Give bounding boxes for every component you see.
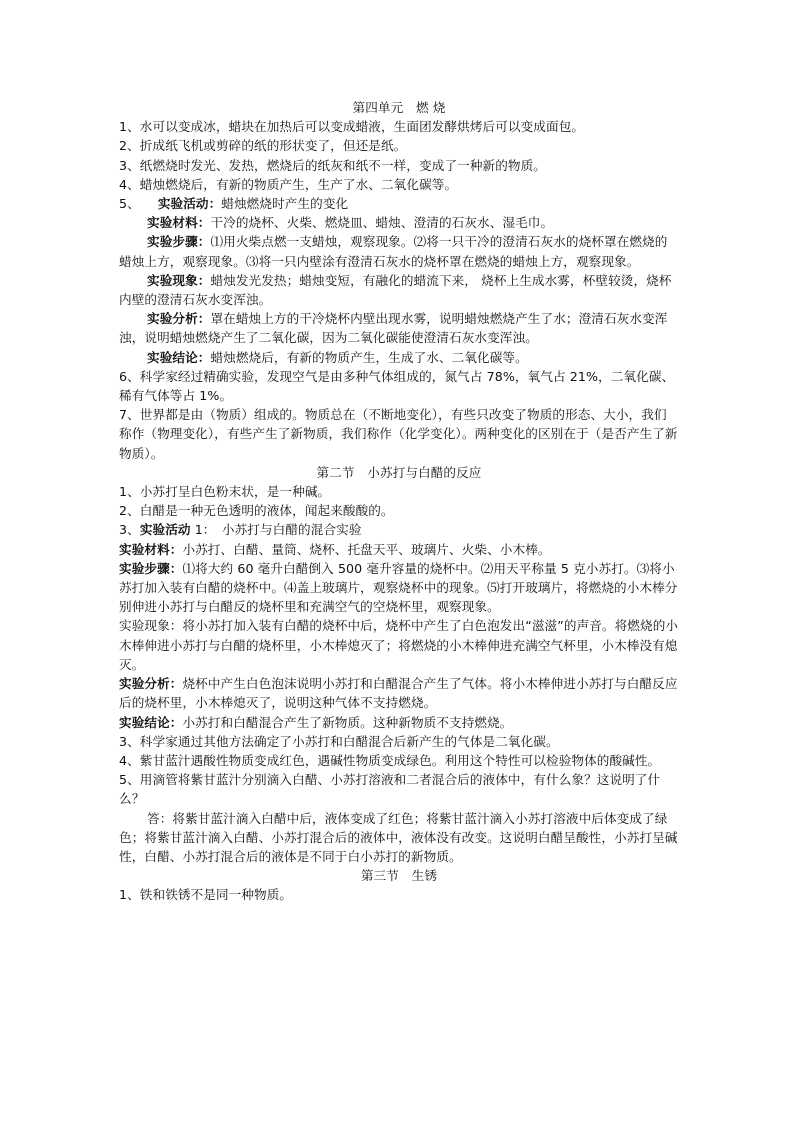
experiment-conclusion	[119, 713, 679, 732]
experiment-analysis	[119, 309, 679, 347]
analysis-text: 烧杯中产生白色泡沫说明小苏打和白醋混合产生了气体。将小木棒伸进小苏打与白醋反应后的烧杯里，小木棒熄灭了，说明这种气体不支持燃烧。	[119, 676, 678, 711]
experiment-phenomena	[119, 271, 679, 309]
phenomena-label: 实验现象：	[147, 272, 211, 288]
activity-text: 蜡烛燃烧时产生的变化	[221, 196, 349, 212]
conclusion-label: 实验结论：	[119, 714, 183, 730]
materials-text: 干冷的烧杯、火柴、燃烧皿、蜡烛、澄清的石灰水、湿毛巾。	[210, 215, 554, 231]
list-item: 3、科学家通过其他方法确定了小苏打和白醋混合后新产生的气体是二氧化碳。	[119, 733, 559, 749]
materials-text: 小苏打、白醋、量筒、烧杯、托盘天平、玻璃片、火柴、小木棒。	[182, 541, 551, 557]
activity-label: 实验活动：	[157, 196, 222, 212]
section-title: 第三节 生锈	[360, 868, 438, 884]
materials-label: 实验材料：	[147, 215, 211, 231]
list-item: 5、用滴管将紫甘蓝汁分别滴入白醋、小苏打溶液和二者混合后的液体中，有什么象？这说明了什么？	[119, 772, 661, 807]
experiment-phenomena: 实验现象：将小苏打加入装有白醋的烧杯中后，烧杯中产生了白色泡发出“滋滋”的声音。将燃烧的小木棒伸进小苏打与白醋的烧杯里，小木棒熄灭了；将燃烧的小木棒伸进充满空气杯里，小木棒没有熄灭。	[119, 618, 679, 672]
list-item: 2、白醋是一种无色透明的液体，闻起来酸酸的。	[119, 503, 394, 519]
list-item: 3、纸燃烧时发光、发热，燃烧后的纸灰和纸不一样，变成了一种新的物质。	[119, 157, 547, 173]
list-item: 1、小苏打呈白色粉末状，是一种碱。	[119, 484, 331, 500]
document-page	[119, 98, 679, 905]
experiment-activity	[119, 520, 679, 539]
conclusion-text: 小苏打和白醋混合产生了新物质。这种新物质不支持燃烧。	[182, 714, 513, 730]
experiment-materials	[119, 540, 679, 559]
steps-label: 实验步骤：	[119, 560, 183, 576]
steps-label: 实验步骤：	[147, 234, 211, 250]
analysis-label: 实验分析：	[147, 311, 211, 327]
phenomena-text: 蜡烛发光发热；蜡烛变短，有融化的蜡流下来， 烧杯上生成水雾，杯壁较烫，烧杯内壁的澄清石灰水变浑浊。	[119, 272, 672, 308]
analysis-text: 罩在蜡烛上方的干冷烧杯内壁出现水雾，说明蜡烛燃烧产生了水；澄清石灰水变浑浊，说明蜡烛燃烧产生了二氧化碳，因为二氧化碳能使澄清石灰水变浑浊。	[119, 311, 668, 346]
steps-text: ⑴用火柴点燃一支蜡烛，观察现象。⑵将一只干冷的澄清石灰水的烧杯罩在燃烧的蜡烛上方，观察现象。⑶将一只内壁涂有澄清石灰水的烧杯罩在燃烧的蜡烛上方，观察现象。	[119, 234, 668, 269]
experiment-steps	[119, 559, 679, 617]
answer-paragraph: 答：将紫甘蓝汁滴入白醋中后，液体变成了红色；将紫甘蓝汁滴入小苏打溶液中后体变成了绿色；将紫甘蓝汁滴入白醋、小苏打混合后的液体中，液体没有改变。这说明白醋呈酸性，小苏打呈碱性，白醋、小苏打混合后的液体是不同于白小苏打的新物质。	[119, 810, 678, 864]
analysis-label: 实验分析：	[119, 676, 183, 692]
list-item: 4、紫甘蓝汁遇酸性物质变成红色，遇碱性物质变成绿色。利用这个特性可以检验物体的酸碱性。	[119, 752, 661, 768]
list-item: 7、世界都是由（物质）组成的。物质总在（不断地变化），有些只改变了物质的形态、大小，我们称作（物理变化），有些产生了新物质，我们称作（化学变化）。两种变化的区别在于（是否产生了新物质）。	[119, 407, 678, 461]
conclusion-label: 实验结论：	[147, 349, 211, 365]
list-item: 4、蜡烛燃烧后，有新的物质产生，生产了水、二氧化碳等。	[119, 176, 458, 192]
experiment-materials	[119, 213, 679, 232]
activity-label: 实验活动	[139, 522, 191, 538]
item-number: 5、	[119, 196, 140, 212]
list-item: 1、铁和铁锈不是同一种物质。	[119, 887, 293, 903]
materials-label: 实验材料：	[119, 541, 183, 557]
section-title: 第二节 小苏打与白醋的反应	[316, 464, 482, 480]
list-item: 1、水可以变成冰，蜡块在加热后可以变成蜡液，生面团发酵烘烤后可以变成面包。	[119, 119, 585, 135]
experiment-analysis	[119, 674, 679, 712]
activity-text: 1： 小苏打与白醋的混合实验	[190, 522, 362, 538]
experiment-steps	[119, 232, 679, 270]
experiment-conclusion	[119, 348, 679, 367]
conclusion-text: 蜡烛燃烧后，有新的物质产生，生成了水、二氧化碳等。	[210, 349, 528, 365]
experiment-activity	[119, 194, 679, 213]
list-item: 6、科学家经过精确实验，发现空气是由多种气体组成的，氮气占 78%，氧气占 21%，二氧化碳、稀有气体等占 1%。	[119, 368, 675, 404]
item-number: 3、	[119, 522, 140, 538]
steps-text: ⑴将大约 60 毫升白醋倒入 500 毫升容量的烧杯中。⑵用天平称量 5 克小苏打。⑶将小苏打加入装有白醋的烧杯中。⑷盖上玻璃片，观察烧杯中的现象。⑸打开玻璃片，将燃烧的小木棒分别伸进小苏打与白醋反的烧杯里和充满空气的空烧杯里，观察现象。	[119, 560, 678, 615]
unit-title: 第四单元 燃 烧	[352, 100, 446, 115]
list-item: 2、折成纸飞机或剪碎的纸的形状变了，但还是纸。	[119, 138, 407, 154]
